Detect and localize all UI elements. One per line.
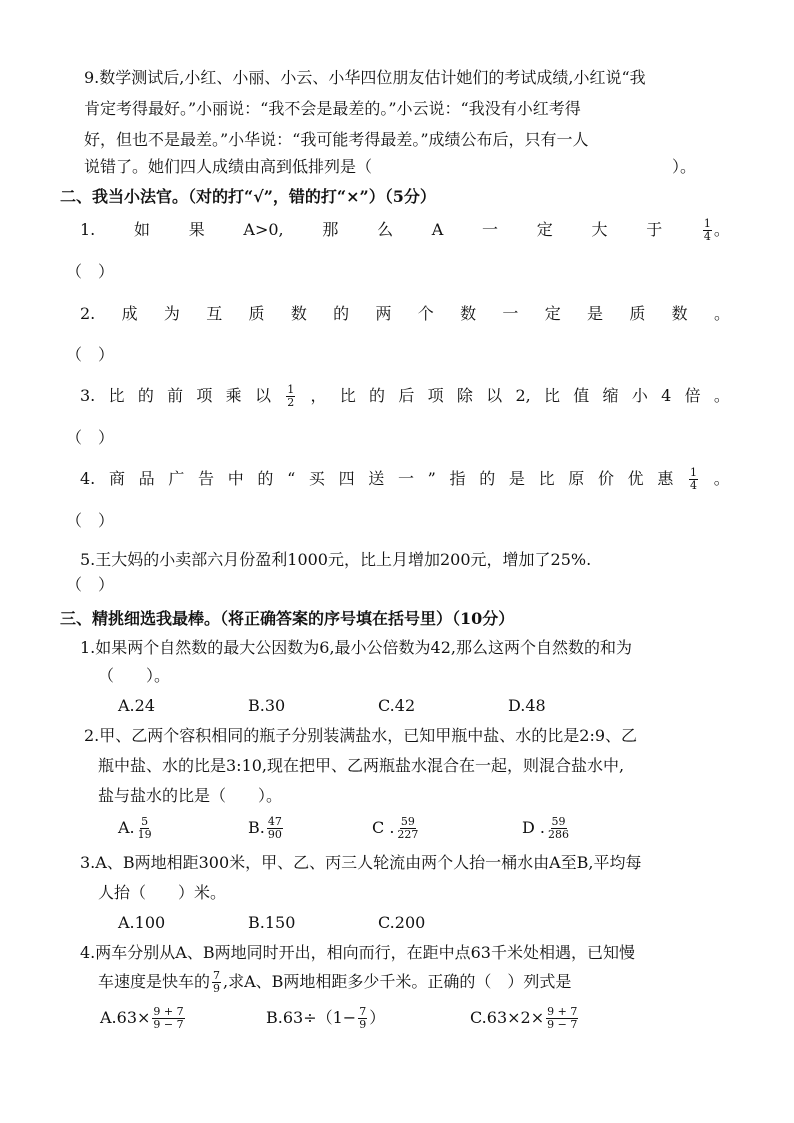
s2-item5: 5.王大妈的小卖部六月份盈利1000元，比上月增加200元，增加了25%.: [80, 550, 592, 569]
s2-item1-answer[interactable]: （ ）: [66, 262, 115, 281]
s2-item4-w10: 送: [368, 469, 385, 488]
frac-den: 9 − 7: [547, 1018, 578, 1031]
s2-item3-w18: 小: [631, 386, 648, 405]
s2-item4-w11: 一: [397, 469, 414, 488]
s3-q4-line2: [98, 970, 571, 995]
s2-item2-answer[interactable]: （ ）: [66, 345, 115, 364]
s2-item3-w16: 值: [573, 386, 590, 405]
s2-item2-w6: 的: [333, 304, 350, 323]
s2-item2-w15: 。: [713, 304, 730, 323]
s2-item2: [80, 302, 730, 326]
s2-item1-w9: 大: [591, 220, 608, 239]
s2-item2-w12: 是: [587, 304, 604, 323]
s2-item3-w19: 4: [661, 386, 672, 405]
s3-q3-option-b[interactable]: B.150: [248, 913, 296, 932]
s3-q3-line1: 3.A、B两地相距300米，甲、乙、丙三人轮流由两个人抬一桶水由A至B,平均每: [80, 853, 642, 872]
s2-item3-w2: 的: [137, 386, 154, 405]
s2-item3-w21: 。: [713, 386, 730, 405]
s3-q1-line1: 1.如果两个自然数的最大公因数为6,最小公倍数为42,那么这两个自然数的和为: [80, 638, 632, 657]
s2-item3-w12: 除: [456, 386, 473, 405]
frac-den: 4: [690, 479, 698, 492]
s3-q3-option-c[interactable]: C.200: [378, 913, 426, 932]
option-label: C .: [372, 818, 395, 837]
s2-item2-w0: 2.: [80, 304, 96, 323]
s2-item2-w1: 成: [121, 304, 138, 323]
option-label: A.63×: [100, 1008, 151, 1027]
s2-item4-w7: “: [287, 469, 296, 488]
s2-item3-w5: 乘: [225, 386, 242, 405]
frac-num: 1: [703, 217, 711, 230]
frac-den: 4: [703, 230, 711, 243]
s2-item3-w4: 项: [196, 386, 213, 405]
s3-q4-option-a[interactable]: [100, 1006, 187, 1031]
s2-item3-w6: 以: [254, 386, 271, 405]
s2-item3-w10: 后: [398, 386, 415, 405]
s2-item4-w3: 广: [168, 469, 185, 488]
frac-num: 59: [551, 815, 566, 828]
option-label: D .: [522, 818, 545, 837]
s3-q1-line2: （ ）。: [98, 666, 171, 685]
s2-item2-w8: 个: [417, 304, 434, 323]
s2-item3-w0: 3.: [80, 386, 96, 405]
frac-num: 1: [287, 383, 295, 396]
s2-item4-w0: 4.: [80, 469, 96, 488]
s2-item3-w9: 的: [369, 386, 386, 405]
q9-line1: 9.数学测试后,小红、小丽、小云、小华四位朋友估计她们的考试成绩,小红说“我: [84, 68, 646, 87]
option-label: B.: [248, 818, 265, 837]
s2-item5-answer[interactable]: （ ）: [66, 575, 115, 594]
s3-q4-option-c[interactable]: [470, 1006, 580, 1031]
s2-item2-w4: 质: [248, 304, 265, 323]
frac-den: 286: [548, 828, 569, 841]
s3-q2-option-d[interactable]: [522, 816, 572, 841]
s3-q2-option-c[interactable]: [372, 816, 421, 841]
s2-item4: [80, 467, 730, 492]
s2-item3-w15: 比: [543, 386, 560, 405]
section2-title: 二、我当小法官。（对的打“√”，错的打“×”）（5分）: [60, 187, 436, 206]
s3-q2-option-a[interactable]: [118, 816, 155, 841]
s3-q1-option-d[interactable]: D.48: [508, 696, 546, 715]
s2-item3-w8: 比: [339, 386, 356, 405]
s2-item2-w10: 一: [502, 304, 519, 323]
frac-num: 47: [267, 815, 282, 828]
option-label: B.63÷（1−: [266, 1008, 357, 1027]
s2-item3-answer[interactable]: （ ）: [66, 428, 115, 447]
s2-item1-w10: 于: [646, 220, 663, 239]
frac-den: 227: [397, 828, 419, 841]
s3-q1-option-c[interactable]: C.42: [378, 696, 416, 715]
s3-q2-line3: 盐与盐水的比是（ ）。: [98, 786, 283, 805]
s2-item4-w6: 的: [257, 469, 274, 488]
s2-item4-w5: 中: [227, 469, 244, 488]
s2-item2-w13: 质: [629, 304, 646, 323]
s3-q4-line2-start: 车速度是快车的: [98, 972, 211, 991]
s2-item1-w4: 那: [322, 220, 339, 239]
s2-item4-w17: 原: [568, 469, 585, 488]
s2-item4-w1: 商: [108, 469, 125, 488]
s3-q2-line1: 2.甲、乙两个容积相同的瓶子分别装满盐水，已知甲瓶中盐、水的比是2:9、乙: [84, 726, 638, 745]
section3-title: 三、精挑细选我最棒。（将正确答案的序号填在括号里）（10分）: [60, 609, 515, 628]
s2-item4-fraction: [687, 467, 700, 492]
s2-item4-w19: 优: [627, 469, 644, 488]
s2-item4-w18: 价: [597, 469, 614, 488]
s2-item1-w5: 么: [377, 220, 394, 239]
frac-num: 7: [213, 969, 221, 982]
option-tail: ）: [369, 1008, 386, 1027]
frac-num: 1: [690, 466, 698, 479]
s2-item4-w14: 的: [479, 469, 496, 488]
s2-item4-w13: 指: [449, 469, 466, 488]
option-label: A.: [118, 818, 135, 837]
s2-item3-w11: 项: [427, 386, 444, 405]
s2-item4-w8: 买: [308, 469, 325, 488]
s2-item3-w1: 比: [108, 386, 125, 405]
frac-den: 9: [213, 982, 221, 995]
s3-q2-option-b[interactable]: [248, 816, 285, 841]
s3-q3-option-a[interactable]: A.100: [118, 913, 166, 932]
s2-item3-w7: ，: [310, 386, 327, 405]
s2-item1-w7: 一: [482, 220, 499, 239]
s2-item4-w20: 惠: [657, 469, 674, 488]
s2-item1-w0: 1.: [80, 220, 96, 239]
frac-num: 5: [141, 815, 149, 828]
frac-num: 59: [400, 815, 415, 828]
s2-item3-w14: 2,: [515, 386, 531, 405]
s2-item3-w3: 前: [167, 386, 184, 405]
s2-item2-w9: 数: [460, 304, 477, 323]
frac-den: 90: [267, 828, 282, 841]
s3-q1-option-b[interactable]: B.30: [248, 696, 286, 715]
option-label: C.63×2×: [470, 1008, 545, 1027]
q9-line4-end: ）。: [672, 157, 697, 176]
s2-item4-w2: 品: [138, 469, 155, 488]
s2-item4-w12: ”: [427, 469, 436, 488]
s2-item4-w9: 四: [338, 469, 355, 488]
s3-q3-line2: 人抬（ ）米。: [98, 883, 227, 902]
s2-item3-w13: 以: [486, 386, 503, 405]
s2-item2-w3: 互: [206, 304, 223, 323]
s2-item2-w2: 为: [163, 304, 180, 323]
s2-item3: [80, 384, 730, 409]
s2-item4-w4: 告: [198, 469, 215, 488]
frac-num: 7: [359, 1005, 367, 1018]
s2-item3-w17: 缩: [602, 386, 619, 405]
s3-q4-line1: 4.两车分别从A、B两地同时开出，相向而行，在距中点63千米处相遇，已知慢: [80, 943, 635, 962]
frac-num: 9 + 7: [547, 1005, 578, 1018]
s2-item1-w3: A>0,: [243, 220, 284, 239]
frac-den: 19: [137, 828, 152, 841]
s2-item1-w8: 定: [536, 220, 553, 239]
s3-q1-option-a[interactable]: A.24: [118, 696, 155, 715]
s2-item1-w1: 如: [133, 220, 150, 239]
s2-item4-tail: 。: [713, 469, 730, 488]
q9-line4-start: 说错了。她们四人成绩由高到低排列是（: [84, 157, 373, 176]
s3-q4-line2-end: ,求A、B两地相距多少千米。正确的（ ）列式是: [223, 972, 572, 991]
s2-item4-w16: 比: [538, 469, 555, 488]
s3-q4-option-b[interactable]: [266, 1006, 385, 1031]
s2-item2-w7: 两: [375, 304, 392, 323]
frac-den: 9: [359, 1018, 367, 1031]
s2-item1-w6: A: [431, 220, 444, 239]
s2-item4-answer[interactable]: （ ）: [66, 511, 115, 530]
frac-num: 9 + 7: [153, 1005, 184, 1018]
s2-item1-fraction: [701, 218, 730, 243]
s2-item4-w15: 是: [508, 469, 525, 488]
s2-item1: [80, 218, 730, 243]
s3-q2-line2: 瓶中盐、水的比是3:10,现在把甲、乙两瓶盐水混合在一起，则混合盐水中,: [98, 756, 625, 775]
s2-item3-fraction: [284, 384, 297, 409]
q9-line2: 肯定考得最好。”小丽说：“我不会是最差的。”小云说：“我没有小红考得: [84, 99, 581, 118]
frac-den: 9 − 7: [153, 1018, 184, 1031]
s2-item2-w5: 数: [290, 304, 307, 323]
s2-item1-w2: 果: [188, 220, 205, 239]
s2-item2-w14: 数: [671, 304, 688, 323]
frac-den: 2: [287, 396, 295, 409]
s2-item3-w20: 倍: [684, 386, 701, 405]
s2-item1-tail: 。: [713, 220, 730, 239]
q9-line3: 好，但也不是最差。”小华说：“我可能考得最差。”成绩公布后，只有一人: [84, 130, 589, 149]
s2-item2-w11: 定: [544, 304, 561, 323]
